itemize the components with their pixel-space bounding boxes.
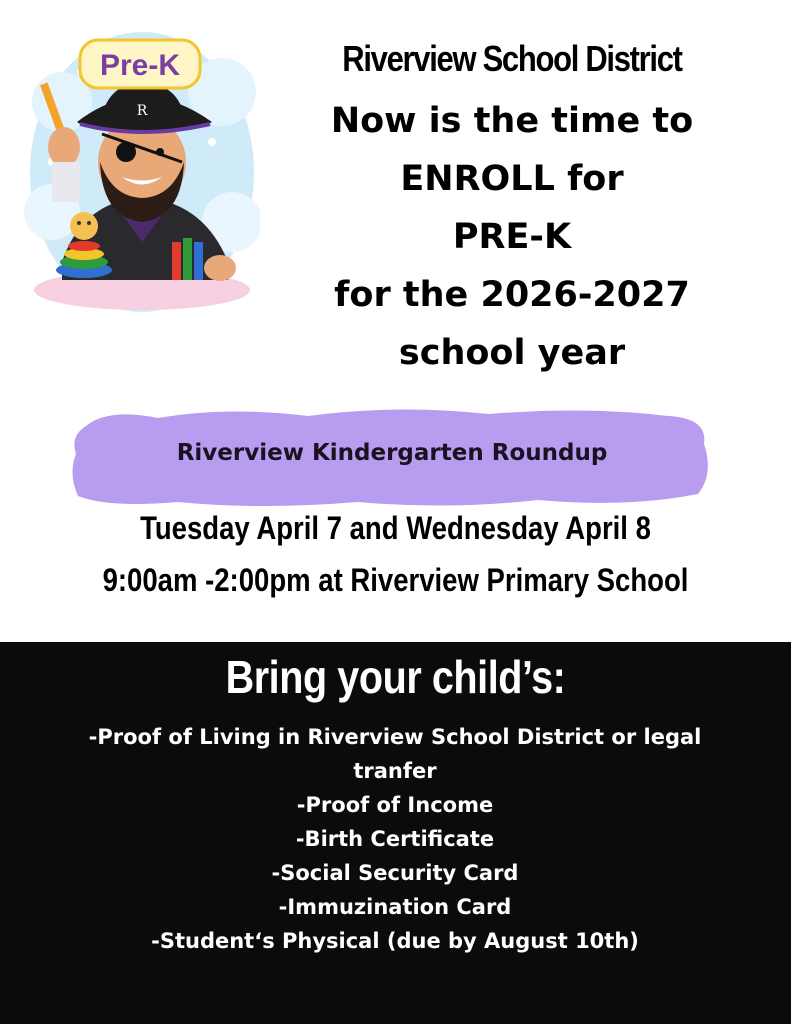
event-time-location: 9:00am -2:00pm at Riverview Primary School <box>102 562 689 598</box>
headline-line-1: Now is the time to <box>330 101 694 141</box>
requirement-item-proof-of-income: -Proof of Income <box>296 793 494 817</box>
headline-line-3: PRE-K <box>452 217 572 257</box>
hat-letter: R <box>136 103 148 119</box>
pirate-illustration <box>22 12 260 324</box>
pre-k-badge-text: Pre-K <box>99 49 181 82</box>
district-name: Riverview School District <box>342 38 682 79</box>
pre-k-pirate-logo <box>22 12 260 324</box>
event-dates: Tuesday April 7 and Wednesday April 8 <box>140 510 651 546</box>
requirement-item-proof-of-living: -Proof of Living in Riverview School District or legal tranfer <box>88 725 702 783</box>
requirement-item-immunization-card: -Immuzination Card <box>278 895 512 919</box>
requirement-item-social-security-card: -Social Security Card <box>271 861 519 885</box>
requirement-item-physical: -Student‘s Physical (due by August 10th) <box>151 929 639 953</box>
requirement-item-birth-certificate: -Birth Certificate <box>295 827 495 851</box>
requirements-list <box>50 720 740 958</box>
headline-line-5: school year <box>398 333 626 373</box>
roundup-title: Riverview Kindergarten Roundup <box>176 440 608 466</box>
requirements-title: Bring your child’s: <box>225 651 566 703</box>
headline-line-4: for the 2026-2027 <box>334 275 690 315</box>
headline-line-2: ENROLL for <box>400 159 624 199</box>
headline-block <box>262 30 762 382</box>
